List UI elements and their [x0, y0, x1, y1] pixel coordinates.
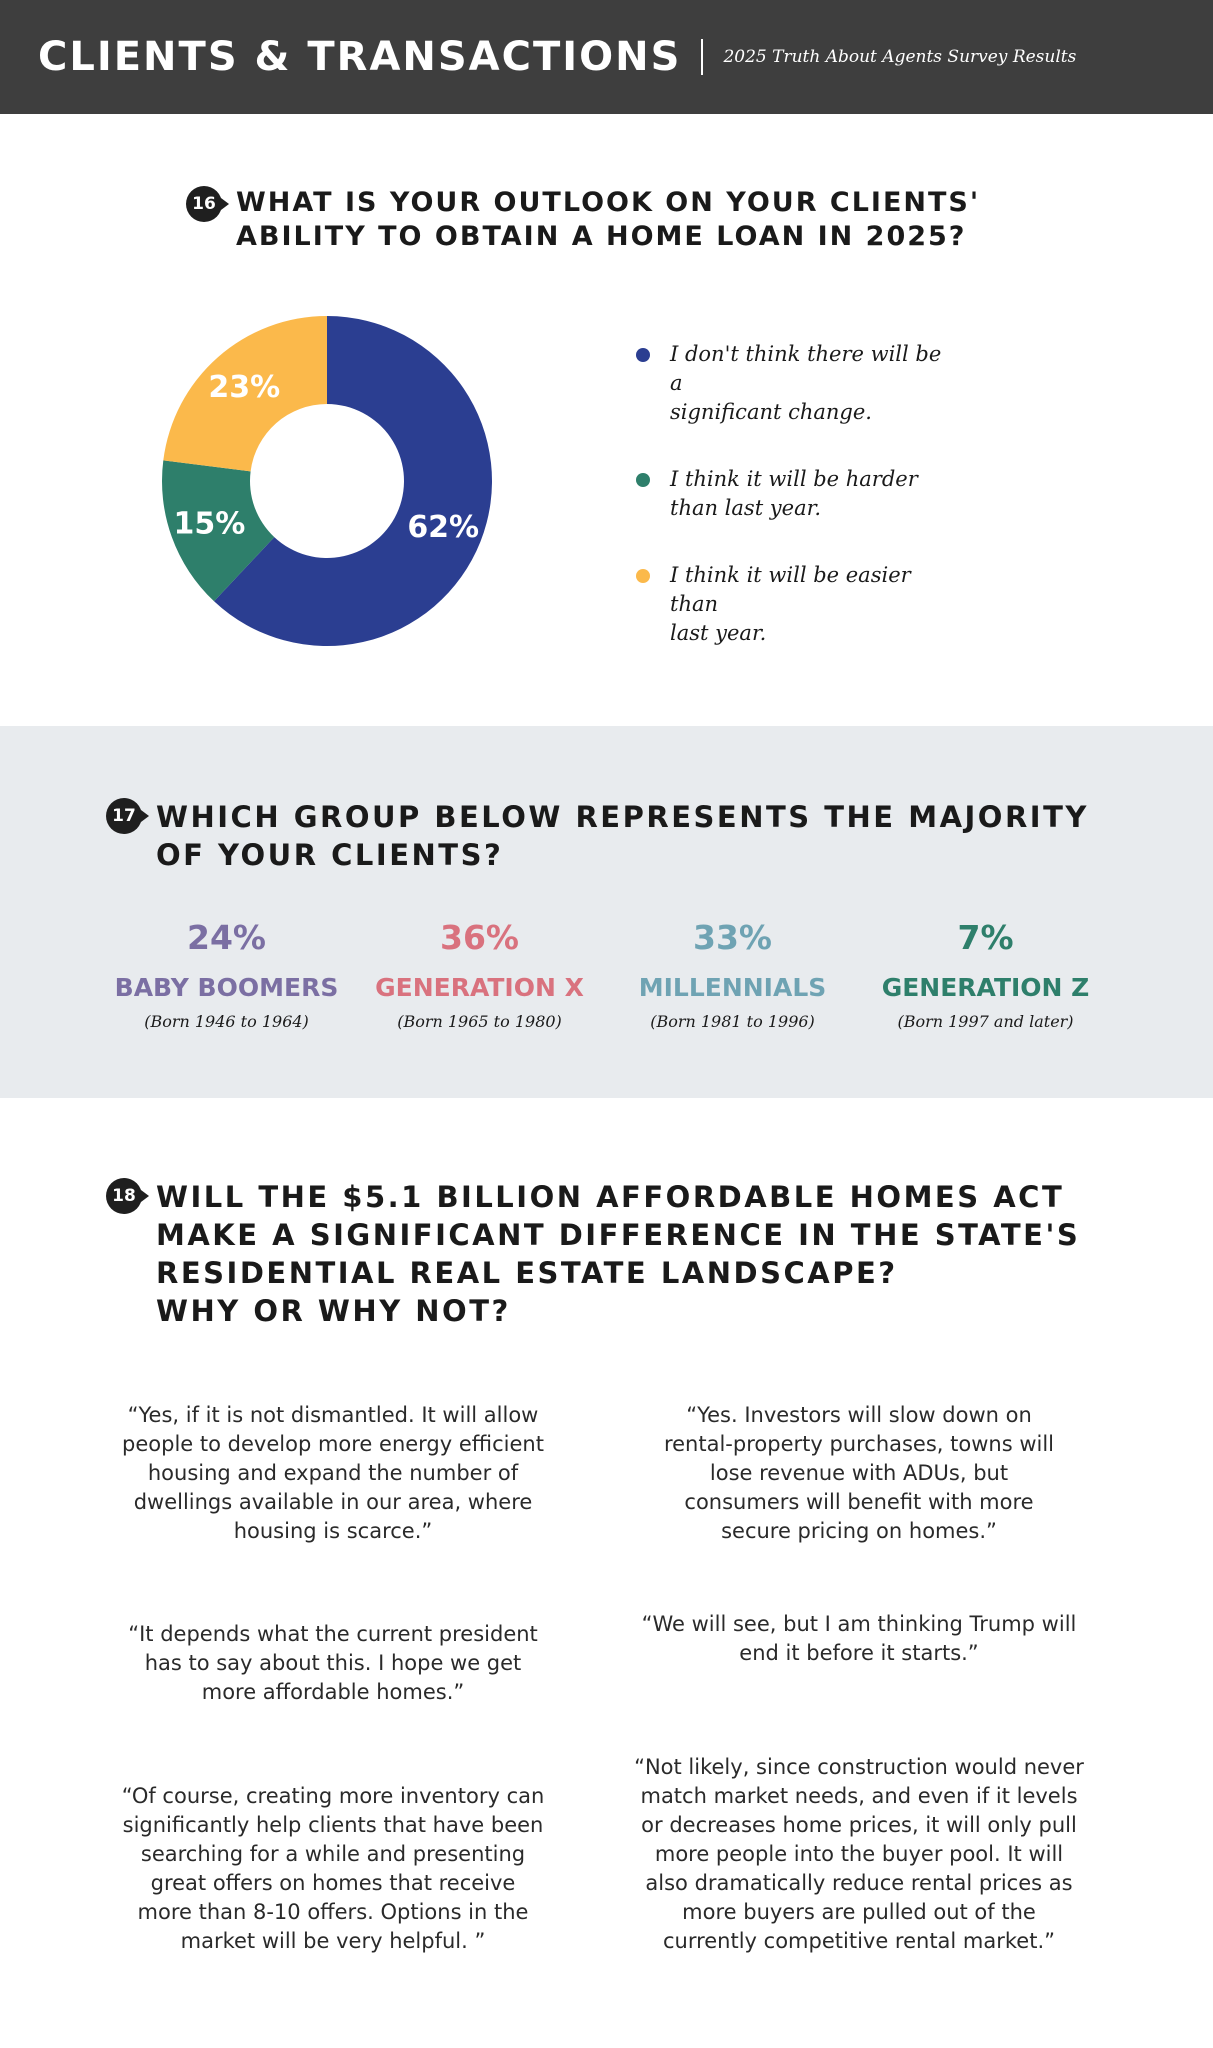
question-number-badge: 16 [186, 186, 222, 222]
question-line: RESIDENTIAL REAL ESTATE LANDSCAPE? [156, 1256, 898, 1290]
question-line: WHICH GROUP BELOW REPRESENTS THE MAJORITY [156, 800, 1089, 834]
legend-dot [636, 473, 650, 487]
quote-line: or decreases home prices, it will only pull [641, 1813, 1077, 1837]
quote-line: consumers will benefit with more [684, 1490, 1034, 1514]
question-line: MAKE A SIGNIFICANT DIFFERENCE IN THE STATE'S [156, 1218, 1081, 1252]
quote-1 [100, 1401, 566, 1546]
legend-dot [636, 348, 650, 362]
legend-line: I think it will be harder [670, 467, 918, 491]
question-line: WHY OR WHY NOT? [156, 1294, 511, 1328]
group-percent: 24% [187, 918, 266, 957]
quote-line: secure pricing on homes.” [721, 1519, 997, 1543]
legend-item-easier [636, 561, 976, 648]
legend-label [670, 465, 960, 523]
quote-3 [100, 1620, 566, 1707]
legend-line: last year. [670, 621, 767, 645]
quote-line: lose revenue with ADUs, but [709, 1461, 1009, 1485]
page-header [0, 0, 1213, 114]
quote-line: “We will see, but I am thinking Trump will [641, 1612, 1077, 1636]
quote-line: searching for a while and presenting [140, 1842, 526, 1866]
question-17-section [0, 726, 1213, 1098]
quote-line: more people into the buyer pool. It will [654, 1842, 1064, 1866]
group-name: MILLENNIALS [638, 973, 827, 1002]
group-generation-x [353, 918, 606, 1031]
header-divider [701, 39, 703, 75]
question-18-text [156, 1178, 1080, 1330]
question-line: WILL THE $5.1 BILLION AFFORDABLE HOMES ACT [156, 1180, 1065, 1214]
slice-label: 23% [208, 370, 281, 406]
legend-dot [636, 569, 650, 583]
group-percent: 33% [693, 918, 772, 957]
question-line: OF YOUR CLIENTS? [156, 838, 504, 872]
question-18-heading [106, 1178, 1080, 1330]
header-title: CLIENTS & TRANSACTIONS [38, 34, 682, 80]
quote-line: also dramatically reduce rental prices as [645, 1871, 1073, 1895]
legend-line: than last year. [670, 496, 822, 520]
quote-2 [626, 1401, 1092, 1546]
quote-line: more buyers are pulled out of the [682, 1900, 1036, 1924]
quote-line: “Yes, if it is not dismantled. It will allow [127, 1403, 539, 1427]
slice-label: 62% [407, 510, 480, 546]
group-name: GENERATION X [375, 973, 584, 1002]
question-number-badge: 18 [106, 1178, 142, 1214]
quote-line: has to say about this. I hope we get [144, 1651, 522, 1675]
question-number-badge: 17 [106, 798, 142, 834]
quote-6 [616, 1753, 1102, 1956]
quote-line: “Of course, creating more inventory can [121, 1784, 545, 1808]
quote-line: dwellings available in our area, where [133, 1490, 533, 1514]
generation-groups [100, 918, 1113, 1031]
quote-line: people to develop more energy efficient [122, 1432, 544, 1456]
group-born: (Born 1981 to 1996) [650, 1012, 815, 1031]
question-16-text [236, 186, 980, 254]
quote-5 [100, 1782, 566, 1956]
quote-4 [626, 1610, 1092, 1668]
quote-line: housing and expand the number of [147, 1461, 519, 1485]
quote-line: more than 8-10 offers. Options in the [137, 1900, 529, 1924]
group-born: (Born 1965 to 1980) [397, 1012, 562, 1031]
legend-item-harder [636, 465, 976, 523]
legend-line: I don't think there will be a [670, 342, 942, 395]
group-baby-boomers [100, 918, 353, 1031]
legend-line: significant change. [670, 400, 872, 424]
donut-chart [160, 314, 494, 648]
quote-line: match market needs, and even if it levels [640, 1784, 1078, 1808]
question-17-text [156, 798, 1089, 874]
quote-line: great offers on homes that receive [150, 1871, 516, 1895]
question-17-heading [106, 798, 1089, 874]
question-line: ABILITY TO OBTAIN A HOME LOAN IN 2025? [236, 221, 967, 252]
legend-label [670, 340, 960, 427]
group-percent: 7% [957, 918, 1014, 957]
chart-legend [636, 340, 976, 686]
group-name: GENERATION Z [881, 973, 1090, 1002]
quote-line: more affordable homes.” [201, 1680, 465, 1704]
group-born: (Born 1946 to 1964) [144, 1012, 309, 1031]
question-line: WHAT IS YOUR OUTLOOK ON YOUR CLIENTS' [236, 187, 981, 218]
legend-line: I think it will be easier than [670, 563, 911, 616]
quote-line: end it before it starts.” [739, 1641, 979, 1665]
quote-line: “Yes. Investors will slow down on [686, 1403, 1032, 1427]
slice-label: 15% [173, 506, 246, 542]
group-millennials [606, 918, 859, 1031]
question-16-heading [186, 186, 980, 254]
legend-label [670, 561, 960, 648]
quote-line: housing is scarce.” [233, 1519, 433, 1543]
header-subtitle: 2025 Truth About Agents Survey Results [723, 47, 1077, 67]
group-born: (Born 1997 and later) [897, 1012, 1074, 1031]
quote-line: currently competitive rental market.” [662, 1929, 1056, 1953]
quote-line: rental-property purchases, towns will [663, 1432, 1055, 1456]
group-name: BABY BOOMERS [114, 973, 339, 1002]
quote-line: “It depends what the current president [128, 1622, 538, 1646]
group-percent: 36% [440, 918, 519, 957]
quote-line: significantly help clients that have been [122, 1813, 544, 1837]
legend-item-no-change [636, 340, 976, 427]
quote-line: “Not likely, since construction would never [634, 1755, 1084, 1779]
group-generation-z [859, 918, 1112, 1031]
quote-line: market will be very helpful. ” [180, 1929, 486, 1953]
